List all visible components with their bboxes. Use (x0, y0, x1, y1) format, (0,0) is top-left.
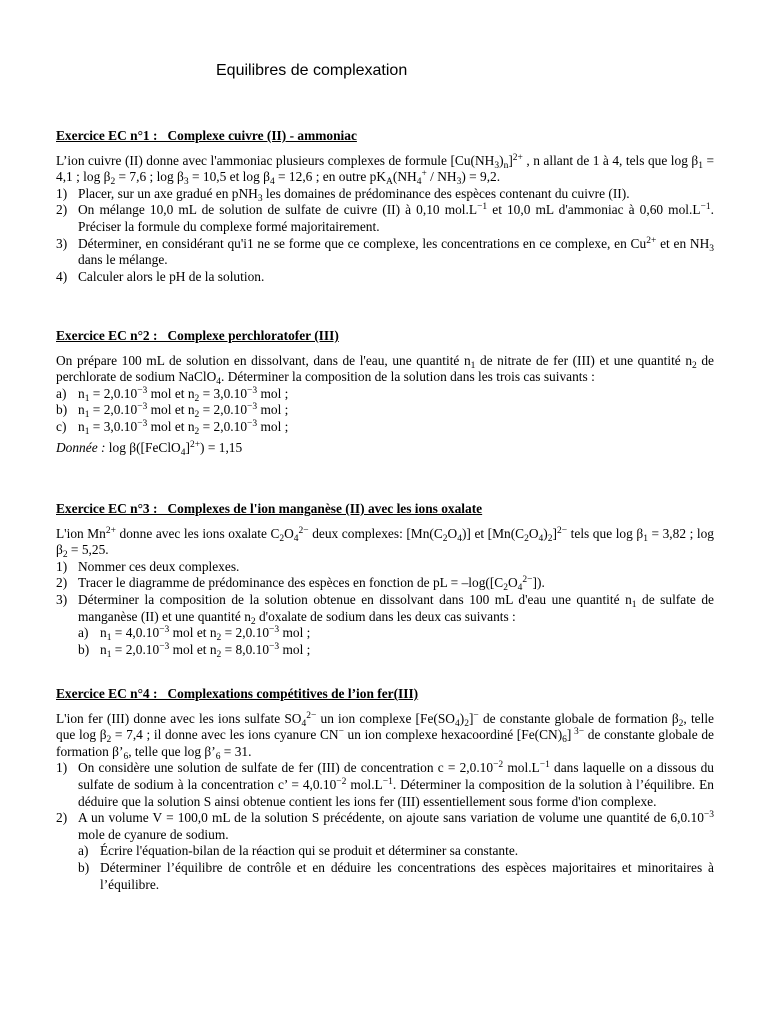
exercise-3-heading: Exercice EC n°3 : Complexes de l'ion manganèse (II) avec les ions oxalate (56, 501, 483, 516)
list-item: 1) Nommer ces deux complexes. (56, 558, 240, 574)
list-item: 2) Tracer le diagramme de prédominance des espèces en fonction de pL = $-\log([C_2O_4^{2-}])$. (56, 575, 545, 594)
exercise-3-cases (78, 625, 714, 658)
list-item: a) $n_1 = 4,0.10^{-3}$ mol et $n_2 = 2,0.10^{-3}$ mol ; (78, 625, 311, 644)
list-item: b) $n_1 = 2,0.10^{-3}$ mol et $n_2 = 8,0.10^{-3}$ mol ; (78, 641, 311, 660)
exercise-4 (56, 686, 714, 893)
exercise-3-questions (56, 559, 714, 659)
list-item: c) $n_1 = 3,0.10^{-3}$ mol et $n_2 = 2,0.10^{-3}$ mol ; (56, 418, 289, 437)
exercise-4-intro: L'ion fer (III) donne avec les ions sulfate $SO_4^{2-}$ un ion complexe $[Fe(SO_4)_2]^-$ de constante globale de formation $\beta_2$, telle que $\log \beta_2 = 7,4$ ; il donne avec les ions cyanure CN− un ion complexe hexacoordiné $[Fe(CN)_6]$ $^{3-}$ de constante globale de formation $\beta’_6$, telle que $\log \beta’_6 = 31$. (56, 710, 714, 762)
list-item: b) Déterminer l’équilibre de contrôle et en déduire les concentrations des espèces majoritaires et minoritaires à l’équilibre. (78, 859, 714, 892)
exercise-4-subquestions (78, 843, 714, 893)
exercise-3 (56, 501, 714, 658)
exercise-4-questions (56, 760, 714, 893)
list-item: 2) A un volume V = 100,0 mL de la solution S précédente, on ajoute sans variation de volume une quantité de $6,0.10^{-3}$ mole de cyanure de sodium. a) Écrire l'équation-bilan de la réaction qui se produit et déterminer sa constante. b) Déterminer l’équilibre de contrôle et en déduire les concentrations des espèces majoritaires et minoritaires à l’équilibre. (56, 810, 714, 892)
exercise-1-questions (56, 186, 714, 286)
exercise-1-intro: L’ion cuivre (II) donne avec l'ammoniac plusieurs complexes de formule $[Cu(NH_3)_n]^{2+}$ , n allant de 1 à 4, tels que $\log \beta_1 = 4,1$ ; $\log \beta_2 = 7,6$ ; $\log \beta_3 = 10,5$ et $\log \beta_4 = 12,6$ ; en outre $pK_A(NH_4^+ / NH_3) = 9,2$. (56, 152, 714, 188)
document-title: Equilibres de complexation (216, 62, 408, 79)
list-item: 1) Placer, sur un axe gradué en pNH$_3$ les domaines de prédominance des espèces contenant du cuivre (II). (56, 185, 630, 204)
exercise-2-heading: Exercice EC n°2 : Complexe perchloratofer (III) (56, 328, 339, 343)
list-item: 3) Déterminer, en considérant qu'i1 ne se forme que ce complexe, les concentrations en ce complexe, en $Cu^{2+}$ et en $NH_3$ dans le mélange. (56, 235, 714, 268)
list-item: b) $n_1 = 2,0.10^{-3}$ mol et $n_2 = 2,0.10^{-3}$ mol ; (56, 402, 289, 421)
list-item: 4) Calculer alors le pH de la solution. (56, 268, 265, 284)
exercise-2 (56, 328, 714, 456)
exercise-2-data: Donnée : log β([FeClO$_4$]$^{2+}$) = 1,15 (56, 439, 243, 458)
exercise-1-heading: Exercice EC n°1 : Complexe cuivre (II) - ammoniac (56, 128, 357, 143)
exercise-3-intro: L'ion $Mn^{2+}$ donne avec les ions oxalate $C_2O_4^{2-}$ deux complexes: $[Mn(C_2O_4)]$ et $[Mn(C_2O_4)_2]^{2-}$ tels que $\log \beta_1 = 3,82$ ; $\log \beta_2 = 5,25$. (56, 525, 714, 561)
exercise-1 (56, 128, 714, 285)
list-item: a) $n_1 = 2,0.10^{-3}$ mol et $n_2 = 3,0.10^{-3}$ mol ; (56, 385, 289, 404)
list-item: 2) On mélange 10,0 mL de solution de sulfate de cuivre (II) à 0,10 $mol.L^{-1}$ et 10,0 mL d'ammoniac à 0,60 $mol.L^{-1}$. Préciser la formule du complexe formé majoritairement. (56, 202, 714, 234)
list-item: 3) Déterminer la composition de la solution obtenue en dissolvant dans 100 mL d'eau une quantité $n_1$ de sulfate de manganèse (II) et une quantité $n_2$ d'oxalate de sodium dans les deux cas suivants : a) $n_1 = 4,0.10^{-3}$ mol et $n_2 = 2,0.10^{-3}$ mol ; b) $n_1 = 2,0.10^{-3}$ mol et $n_2 = 8,0.10^{-3}$ mol ; (56, 591, 714, 660)
list-item: 1) On considère une solution de sulfate de fer (III) de concentration $c = 2,0.10^{-2}$ $mol.L^{-1}$ dans laquelle on a dissous du sulfate de sodium à la concentration c’ = $4,0.10^{-2}$ $mol.L^{-1}$. Déterminer la composition de la solution à l’équilibre. En déduire que la solution S ainsi obtenue contient les ions fer (III) essentiellement sous forme d'ion complexe. (56, 760, 714, 809)
exercise-2-cases (56, 386, 714, 436)
list-item: a) Écrire l'équation-bilan de la réaction qui se produit et déterminer sa constante. (78, 843, 519, 859)
exercise-4-heading: Exercice EC n°4 : Complexations compétitives de l’ion fer(III) (56, 686, 419, 701)
exercise-2-intro: On prépare 100 mL de solution en dissolvant, dans de l'eau, une quantité $n_1$ de nitrate de fer (III) et une quantité $n_2$ de perchlorate de sodium NaClO$_4$. Déterminer la composition de la solution dans les trois cas suivants : (56, 352, 714, 388)
